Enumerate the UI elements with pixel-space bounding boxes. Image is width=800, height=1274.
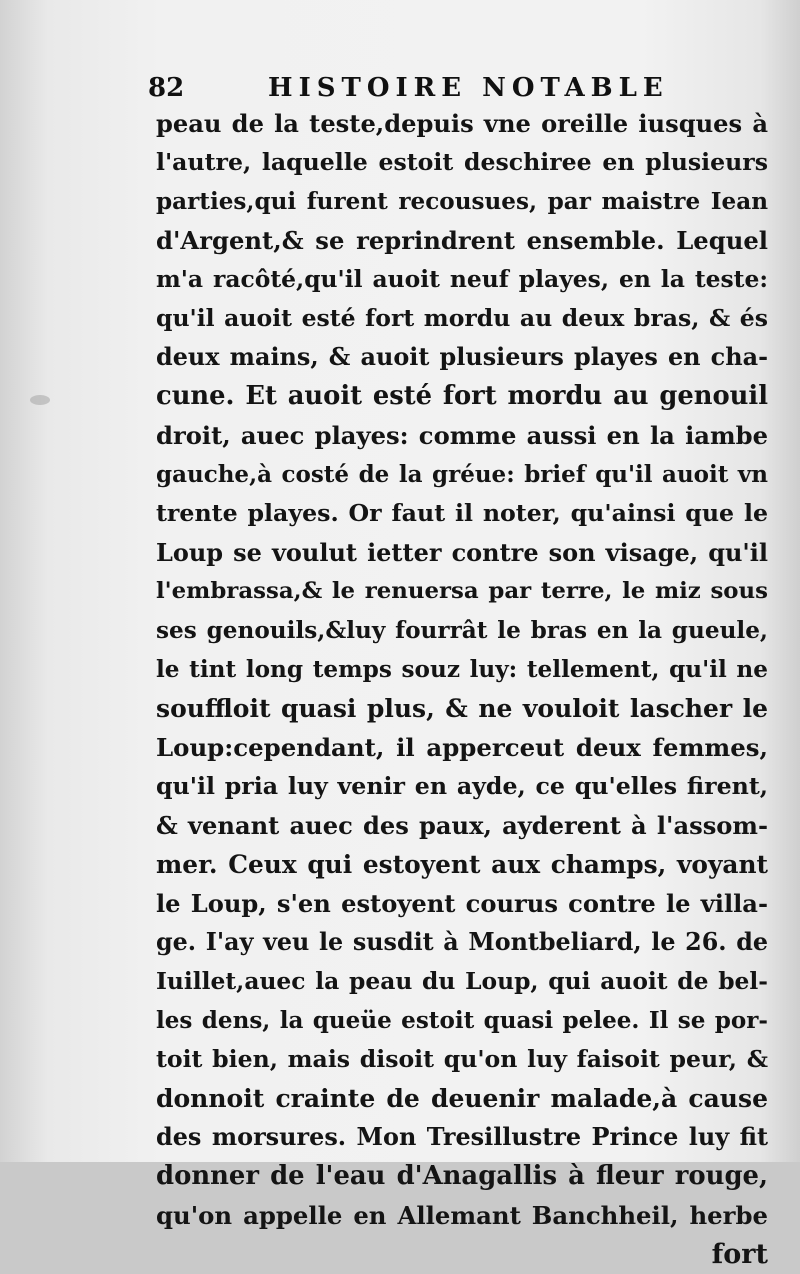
text-line: Loup se voulut ietter contre son visage, qu'il — [156, 538, 768, 567]
text-line: gauche,à costé de la gréue: brief qu'il auoit vn — [156, 461, 768, 488]
text-line: ses genouils,&luy fourrât le bras en la gueule, — [156, 617, 768, 644]
text-line: d'Argent,& se reprindrent ensemble. Lequel — [156, 226, 768, 255]
text-line: le Loup, s'en estoyent courus contre le villa- — [156, 889, 768, 918]
catchword: fort — [711, 1239, 768, 1270]
text-line: Iuillet,auec la peau du Loup, qui auoit de bel- — [156, 967, 768, 995]
text-line: qu'on appelle en Allemant Banchheil, herbe — [156, 1201, 768, 1230]
text-line: ge. I'ay veu le susdit à Montbeliard, le 26. de — [156, 928, 768, 956]
text-line: donner de l'eau d'Anagallis à fleur rouge, — [156, 1161, 768, 1191]
text-line: peau de la teste,depuis vne oreille iusques à — [156, 109, 768, 138]
text-line: & venant auec des paux, ayderent à l'assom- — [156, 811, 768, 840]
text-line: Loup:cependant, il apperceut deux femmes, — [156, 733, 768, 762]
text-line: droit, auec playes: comme aussi en la iambe — [156, 421, 768, 450]
text-line: l'embrassa,& le renuersa par terre, le miz sous — [156, 578, 768, 604]
text-line: mer. Ceux qui estoyent aux champs, voyant — [156, 850, 768, 879]
text-line: toit bien, mais disoit qu'on luy faisoit peur, & — [156, 1045, 768, 1073]
text-line: l'autre, laquelle estoit deschiree en plusieurs — [156, 148, 768, 176]
running-title: HISTOIRE NOTABLE — [268, 73, 669, 103]
page-number: 82 — [148, 73, 185, 103]
text-line: le tint long temps souz luy: tellement, qu'il ne — [156, 656, 768, 683]
text-line: qu'il auoit esté fort mordu au deux bras, & és — [156, 304, 768, 332]
text-line: des morsures. Mon Tresillustre Prince luy fit — [156, 1123, 768, 1151]
text-line: donnoit crainte de deuenir malade,à cause — [156, 1084, 768, 1113]
text-line: cune. Et auoit esté fort mordu au genouil — [156, 381, 768, 411]
ink-smudge — [30, 395, 50, 405]
text-line: trente playes. Or faut il noter, qu'ainsi que le — [156, 499, 768, 527]
body-text — [156, 104, 768, 1274]
text-line: souffloit quasi plus, & ne vouloit lascher le — [156, 694, 768, 723]
page-header — [148, 70, 758, 106]
text-line: qu'il pria luy venir en ayde, ce qu'elles firent, — [156, 772, 768, 800]
text-line: m'a racôté,qu'il auoit neuf playes, en la teste: — [156, 265, 768, 293]
text-line: les dens, la queüe estoit quasi pelee. Il se por- — [156, 1007, 768, 1034]
text-line: parties,qui furent recousues, par maistre Iean — [156, 188, 768, 215]
text-line: deux mains, & auoit plusieurs playes en cha- — [156, 343, 768, 371]
